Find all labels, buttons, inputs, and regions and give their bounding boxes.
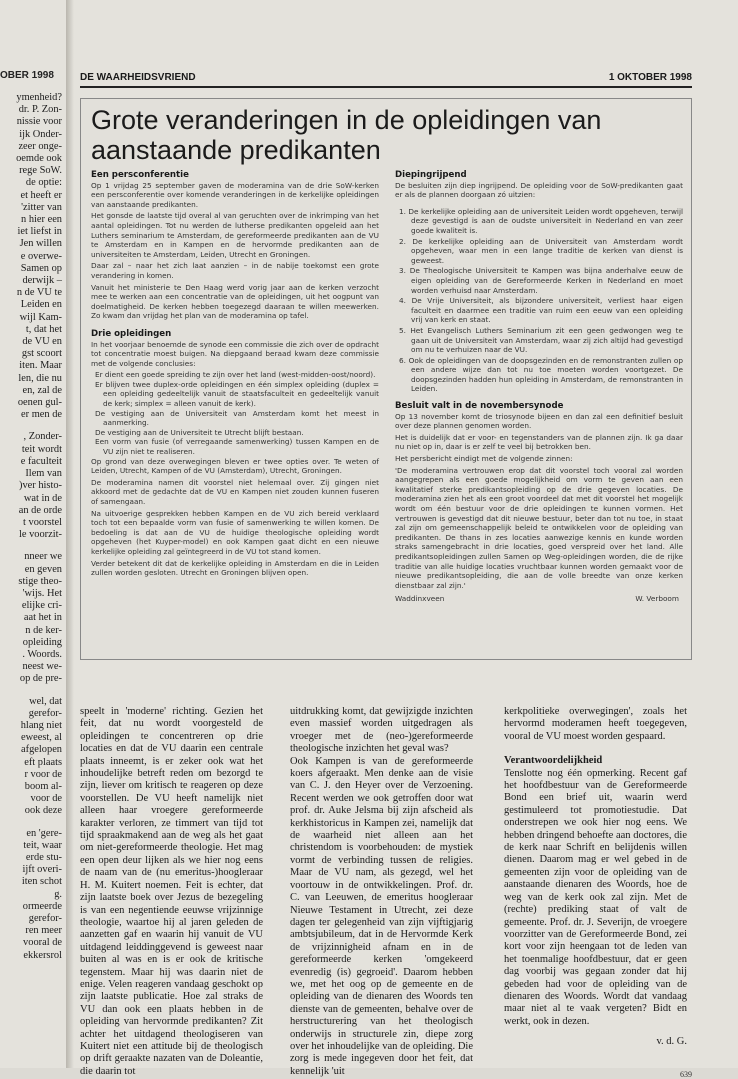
paragraph: Ook Kampen is van de gereformeerde koers afgeraakt. Men denke aan de visie van C. J. den Heyer over de Verzoening. Recent werden we ook getroffen door wat prof. dr. Auke Jelsma bij zijn afscheid als kerkhistoricus in Kampen zei, namelijk dat de waarheid niet alleen aan het christendom is voorbehouden: de mystiek vormt de verbinding tussen de religies. Maar de VU nam, als gezegd, wel het voortouw in de ontwikkelingen. Prof. dr. C. van Leeuwen, de emeritus hoogleraar Nieuwe Testament in Utrecht, zei deze dagen ter gelegenheid van zijn vijftigjarig ambtsjubileum, dat in de Hervormde Kerk de vrijzinnigheid afnam en in de gereformeerde kerken 'omgekeerd evenredig (is) gegroeid'. Daarom hebben we, met het oog op de gemeente en de opleiding van de dienaren des Woords ten dienste van de gemeenten, behalve over de herstructurering van het theologisch onderwijs in structurele zin, diepe zorg over het inhoudelijke van de opleiding. Die zorg is mede ingegeven door het feit, dat kennelijk 'uit — [290, 755, 473, 1077]
previous-page-line: , Zonder- — [23, 431, 62, 443]
previous-page-line: len, die nu — [18, 372, 62, 384]
previous-page-line: teit, waar — [23, 839, 62, 851]
previous-page-line: eweest, al — [21, 732, 62, 744]
previous-page-line: e overwe- — [20, 250, 62, 262]
section-heading: Diepingrijpend — [395, 170, 467, 180]
paragraph: Op 1 vrijdag 25 september gaven de moderamina van de drie SoW-kerken een persconferentie over komende veranderingen in de kerkelijke opleidingen van aanstaande predikanten. — [91, 180, 379, 209]
previous-page-line: voor de — [30, 793, 62, 805]
article-signature — [395, 594, 683, 606]
previous-page-line: nissie voor — [16, 116, 62, 128]
previous-page-line: ormeerde — [22, 900, 62, 912]
article-column-left — [91, 171, 379, 580]
previous-page-line: n hier een — [21, 214, 62, 226]
paragraph: Vanuit het ministerie te Den Haag werd vorig jaar aan de kerken verzocht mee te werken aan een concentratie van de opleidingen, uit het oogpunt van doelmatigheid. De kerken hebben toegezegd daaraan te willen meewerken. Zo kwam dan vrijdag het plan van de moderamina op tafel. — [91, 282, 379, 321]
paragraph: kerkpolitieke overwegingen', zoals het hervormd moderamen heeft toegegeven, vooral de VU moest worden gespaard. — [504, 706, 687, 742]
numbered-item: 1. De kerkelijke opleiding aan de universiteit Leiden wordt opgeheven, terwijl deze gevestigd is aan de oudste universiteit in Nederland en van zeer goede kwaliteit is. — [399, 206, 683, 235]
paragraph: uitdrukking komt, dat gewijzigde inzichten even massief worden uitgedragen als vroeger met de (neo-)gereformeerde theologische inzichten het geval was? — [290, 706, 473, 755]
previous-page-line: )ver histo- — [19, 480, 62, 492]
paragraph: Tenslotte nog één opmerking. Recent gaf het hoofdbestuur van de Gereformeerde Bond een brief uit, waarin werd gestimuleerd tot promotiestudie. Dat onderstrepen we ook hier nog eens. We hebben dringend behoefte aan doctores, die de kerk naar Schrift en belijdenis willen dienen. Daarom mag er wel gebed in de gemeenten zijn voor de opleiding van de aanstaande dienaren des Woords, hoe de weg van de kerk ook zal zijn. Met de (rechte) prediking staat of valt de gemeente. Prof. dr. J. Severijn, de vroegere voorzitter van de Gereformeerde Bond, zei kort voor zijn heengaan tot de leden van het toenmalige hoofdbestuur, dat er geen dag voorbij was gegaan zonder dat hij gebeden had voor de opleiding van de dienaren des Woords. Wordt dat vandaag maar niet al te vaak vergeten? Bidt en werkt, ook in dezen. — [504, 767, 687, 1027]
previous-page-line: boom al- — [24, 780, 62, 792]
previous-page-line: vooral de — [23, 937, 62, 949]
section-heading: Besluit valt in de novembersynode — [395, 401, 564, 412]
previous-page-text-e — [0, 828, 64, 962]
previous-page-line: 'zitter van — [21, 201, 62, 213]
previous-page-line: en 'gere- — [26, 827, 62, 839]
previous-page-line: op de pre- — [19, 673, 62, 685]
previous-page-text-c — [0, 551, 64, 685]
previous-page-line: ren meer — [25, 925, 62, 937]
previous-page-line: t voorstel — [23, 516, 62, 528]
previous-page-line: Ilem van — [25, 468, 62, 480]
previous-page-line: rege SoW. — [19, 165, 62, 177]
page-number: 639 — [680, 1070, 692, 1079]
previous-page-line: gerefor- — [28, 913, 62, 924]
page-gutter — [66, 0, 74, 1068]
signature-author: W. Verboom — [635, 594, 679, 604]
previous-page-line: wat in de — [23, 492, 62, 504]
previous-page-line: et heeft er — [20, 189, 62, 201]
previous-page-line: ekkersrol — [23, 949, 62, 961]
author-initials: v. d. G. — [656, 1036, 687, 1048]
previous-page-line: oemde ook — [16, 153, 62, 165]
previous-page-line: g. — [54, 888, 62, 900]
previous-page-line: aat het in — [23, 612, 62, 624]
previous-page-line: t, dat het — [25, 323, 62, 335]
paragraph: Het gonsde de laatste tijd overal al van geruchten over de inkrimping van het aantal opleidingen. Tot nu werden de lutherse predikanten opgeleid aan het Luthers seminarium te Amsterdam, de gereformeerde predikanten aan de VU te Amsterdam en in Kampen en de hervormde predikanten aan de universiteiten te Amsterdam, Leiden, Utrecht en Groningen. — [91, 211, 379, 259]
previous-page-line: erde stu- — [25, 851, 62, 863]
paragraph: Verder betekent dit dat de kerkelijke opleiding in Amsterdam en die in Leiden zullen worden gesloten. Utrecht en Groningen blijven open. — [91, 558, 379, 578]
paragraph: De moderamina namen dit voorstel niet helemaal over. Zij gingen niet akkoord met de gedachte dat de VU en Kampen niet zouden kunnen fuseren of samengaan. — [91, 477, 379, 506]
previous-page-line: an de orde — [18, 504, 62, 516]
previous-page-text-d — [0, 696, 64, 818]
issue-date: 1 OKTOBER 1998 — [608, 72, 692, 83]
previous-page-line: zeer onge- — [18, 140, 62, 152]
bullet-item: Er dient een goede spreiding te zijn over het land (west-midden-oost/noord). — [95, 370, 376, 380]
paragraph: Op 13 november komt de triosynode bijeen en dan zal een definitief besluit over deze plannen genomen worden. — [395, 411, 683, 431]
paragraph: Het persbericht eindigt met de volgende zinnen: — [395, 454, 573, 464]
section-heading: Een persconferentie — [91, 170, 189, 180]
body-column-3 — [504, 706, 687, 1049]
numbered-item: 6. Ook de opleidingen van de doopsgezinden en de remonstranten zullen op een andere wijze dan tot nu toe moeten worden voortgezet. De doopsgezinden hadden hun opleiding in Amsterdam, de remonstranten in Leiden. — [399, 355, 683, 394]
previous-page-line: Jen willen — [19, 238, 62, 250]
previous-page-line: en, zal de — [22, 384, 62, 396]
previous-page-line: ook deze — [24, 805, 62, 817]
previous-page-line: gst scoort — [21, 348, 62, 360]
previous-page-line: wijl Kam- — [19, 311, 62, 323]
previous-page-line: oenen gul- — [17, 397, 62, 409]
previous-page-line: iet liefst in — [17, 226, 62, 238]
numbered-item: 5. Het Evangelisch Luthers Seminarium zit een geen gedwongen weg te gaan uit de Universiteit van Amsterdam, waar zij zich altijd had gevestigd om nu te verhuizen naar de VU. — [399, 325, 683, 355]
previous-page-line: nneer we — [24, 551, 62, 563]
bullet-item: De vestiging aan de Universiteit van Amsterdam komt het meest in aanmerking. — [95, 408, 379, 428]
previous-page-line: de VU en — [22, 336, 62, 348]
paragraph: Op grond van deze overwegingen bleven er twee opties over. Te weten of Leiden, Utrecht, Kampen of de VU (Amsterdam), Utrecht, Groningen. — [91, 456, 379, 476]
previous-page-line: neest we- — [22, 661, 62, 673]
previous-page-line: ijk Onder- — [19, 128, 62, 140]
previous-page-line: . Woords. — [22, 648, 62, 660]
paragraph: Daar zal – naar het zich laat aanzien – in de nabije toekomst een grote verandering in komen. — [91, 261, 379, 280]
previous-page-line: n de ker- — [25, 624, 62, 636]
signature-place: Waddinxveen — [395, 594, 445, 604]
previous-page-line: teit wordt — [21, 443, 62, 455]
previous-page-line: ijft overi- — [22, 864, 62, 876]
previous-page-line: afgelopen — [21, 744, 62, 756]
paragraph: De besluiten zijn diep ingrijpend. De opleiding voor de SoW-predikanten gaat er als de plannen doorgaan zó uitzien: — [395, 180, 683, 200]
publication-name: DE WAARHEIDSVRIEND — [80, 72, 196, 83]
previous-page-line: Samen op — [20, 262, 62, 274]
numbered-item: 2. De kerkelijke opleiding aan de Universiteit van Amsterdam wordt opgeheven, waar men in een lange traditie de kerken van dienst is geweest. — [399, 236, 683, 265]
running-header — [80, 70, 692, 88]
previous-page-line: eft plaats — [24, 756, 62, 768]
previous-page-strip — [0, 70, 64, 1038]
previous-page-line: e faculteit — [20, 455, 62, 467]
numbered-item: 4. De Vrije Universiteit, als bijzondere universiteit, verliest haar eigen faculteit en daarmee een traditie van ruim een eeuw van een opleiding vrij van kerk en staat. — [399, 296, 683, 325]
article-column-right — [395, 171, 683, 606]
previous-page-line: r voor de — [24, 768, 62, 780]
previous-page-line: stige theo- — [18, 575, 62, 587]
paragraph: speelt in 'moderne' richting. Gezien het feit, dat nu wordt voorgesteld de opleidingen te concentreren op drie locaties en dat de VU daarin een centrale plaats inneemt, is er zeker ook wat het inhoudelijke betreft reden om bezorgd te zijn, liever om kritisch te reageren op deze voorstellen. De VU heeft namelijk niet alleen haar vroegere gereformeerde karakter verloren, ze timmert van tijd tot tijd spraakmakend aan de weg als het gaat om niet-gereformeerde theologie. Het mag een open deur lijken als we hier nog eens de naam van de (nu emeritus-)hoogleraar H. M. Kuitert noemen. Feit is echter, dat zijn laatste boek over Jezus de bezegeling is van een negentiende eeuwse vrijzinnige theologie, waartoe hij al jaren geleden de aanzetten gaf en waarin hij vanuit de VU uitdagend leiddinggevend is geweest naar buiten al was en is er ook de kritische tegenstem. Maar hij was daarin niet de enige. Velen reageren vandaag geschokt op zijn laatste publicatie. Hoe zal straks de VU dan ook een plaats hebben in de opleiding van hervormde predikanten? Zit achter het uitdagend theologiseren van Kuitert niet een attitude bij de theologisch op drift geraakte nazaten van de Doleantie, die daarin tot — [80, 706, 263, 1077]
bullet-item: Er blijven twee duplex-orde opleidingen en één simplex opleiding (duplex = een opleiding gedeeltelijk vanuit de staatsfaculteit en gedeeltelijk vanuit de kerk; simplex = alleen vanuit de kerk). — [95, 379, 379, 409]
quote-paragraph: 'De moderamina vertrouwen erop dat dit voorstel toch vooral zal worden aangegrepen als een goede mogelijkheid om vorm te geven aan een kwalitatief sterke predikantsopleiding op de drie gegeven locaties. De moderamina zien het als een groot voordeel dat met dit voorstel het mogelijk wordt om één bestuur voor de drie opleidingen te kunnen vormen. Het vertrouwen is gevestigd dat dit nieuwe bestuur, beter dan tot nu toe, in staat zal zijn om gemeenschappelijk beleid te ontwikkelen voor de opleiding van predikanten. De thans in zes locaties aanwezige kennis en kunde worden straks samengebracht in drie locaties, goed verspreid over het land. Alle predikantsopleidingen zullen Samen op Weg-opleidingen worden, die de rijke traditie van alle huidige locaties vruchtbaar kunnen worden gemaakt voor de nieuwe predikantsopleiding, die aan de volle breedte van onze kerken dienstbaar zal zijn.' — [395, 465, 683, 590]
previous-page-line: iten schot — [21, 876, 62, 888]
previous-page-line: de optie: — [25, 177, 62, 189]
paragraph: Na uitvoerige gesprekken hebben Kampen en de VU zich bereid verklaard toch tot een bepaalde vorm van fusie of samenwerking te willen komen. De bedoeling is dat aan de VU de huidige theologische opleiding wordt opgeheven (het Kuyper-model) en ook Kampen gaat dicht en een nieuwe kerkelijke opleiding zal geïntegreerd in de VU tot stand komen. — [91, 508, 379, 556]
previous-page-line: er men de — [21, 409, 62, 421]
previous-page-line: n de VU te — [16, 287, 62, 299]
body-column-1 — [80, 706, 263, 1078]
body-column-2 — [290, 706, 473, 1078]
previous-page-line: dr. P. Zon- — [18, 104, 62, 116]
main-page — [80, 70, 726, 1079]
previous-page-line: en geven — [24, 563, 62, 575]
article-title: Grote veranderingen in de opleidingen van aanstaande predikanten — [91, 105, 602, 165]
previous-page-line: opleiding — [22, 636, 62, 648]
previous-page-line: elijke cri- — [21, 600, 62, 612]
paragraph: In het voorjaar benoemde de synode een commissie die zich over de opdracht tot concentratie moest buigen. Na diepgaand beraad kwam deze commissie met de volgende conclusies: — [91, 339, 379, 368]
previous-page-line: 'wijs. Het — [22, 587, 62, 599]
section-heading: Verantwoordelijkheid — [504, 755, 603, 767]
previous-page-line: derwijk – — [22, 275, 62, 287]
paragraph: Het is duidelijk dat er voor- en tegenstanders van de plannen zijn. Ik ga daar nu niet op in, daar is er zelf te veel bij betrokken ben. — [395, 432, 683, 452]
previous-page-line: iten. Maar — [19, 360, 62, 372]
previous-page-text-a — [0, 92, 64, 421]
previous-page-line: gerefor- — [28, 707, 62, 719]
previous-page-line: wel, dat — [29, 695, 62, 707]
article-box — [80, 98, 692, 660]
previous-page-line: le voorzit- — [19, 529, 62, 541]
numbered-item: 3. De Theologische Universiteit te Kampen was bijna anderhalve eeuw de eigen opleiding van de Gereformeerde Kerken in Nederland en moet worden verhuisd naar Amsterdam. — [399, 266, 683, 295]
previous-page-line: ymenheid? — [16, 92, 62, 103]
previous-page-line: hlang niet — [20, 719, 62, 731]
previous-page-text-b — [0, 431, 64, 541]
previous-page-header: OBER 1998 — [0, 70, 54, 81]
section-heading: Drie opleidingen — [91, 328, 172, 339]
previous-page-line: Leiden en — [20, 299, 62, 311]
bullet-item: De vestiging aan de Universiteit te Utrecht blijft bestaan. — [95, 427, 304, 437]
bullet-item: Een vorm van fusie (of verregaande samenwerking) tussen Kampen en de VU zijn niet te realiseren. — [95, 437, 379, 457]
